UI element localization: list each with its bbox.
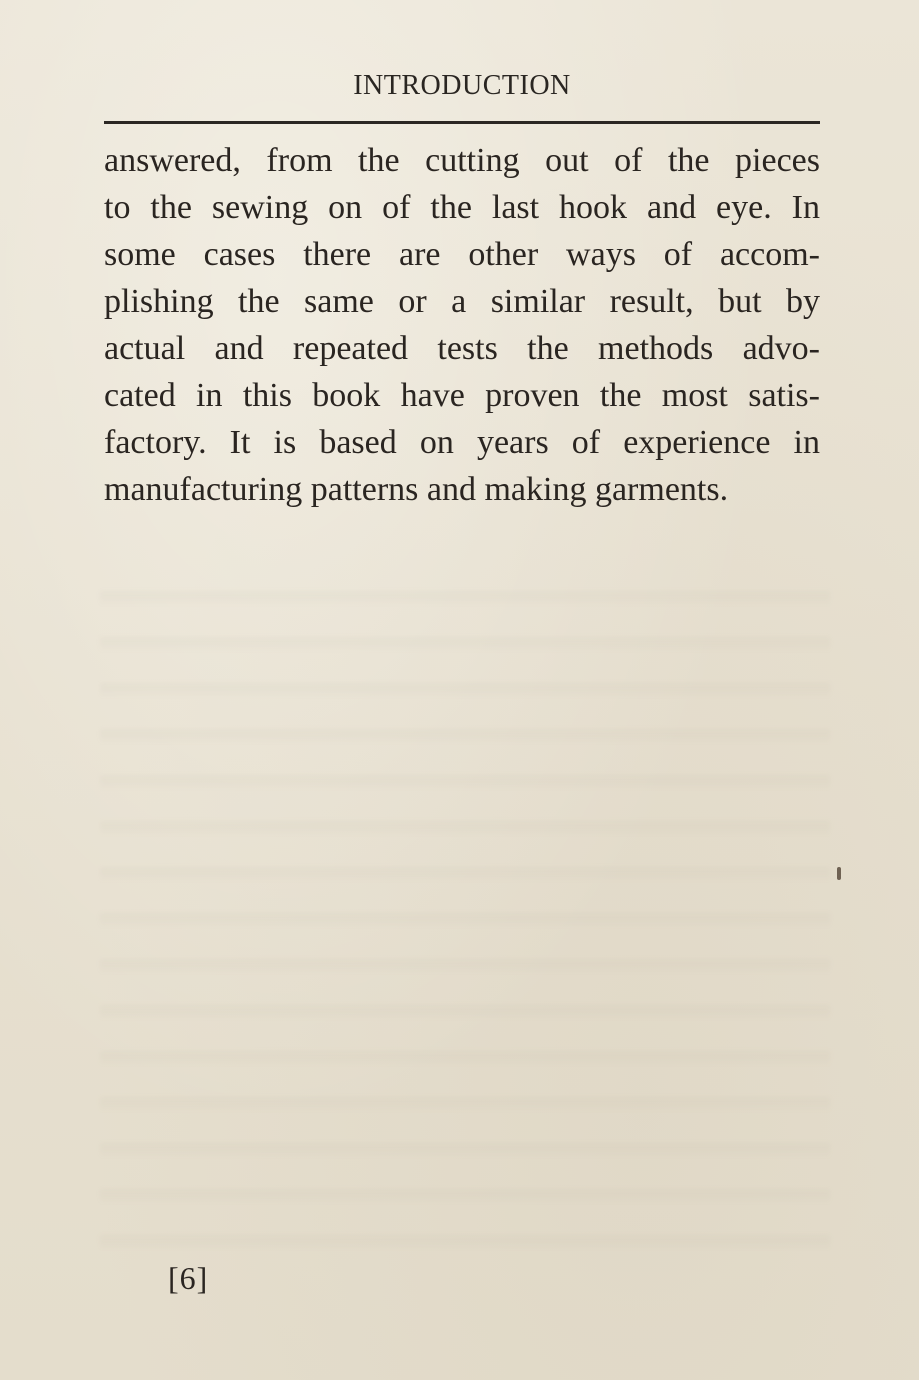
text-line: factory. It is based on years of experience in	[104, 424, 820, 461]
text-line: cated in this book have proven the most satis-	[104, 377, 820, 414]
text-line: actual and repeated tests the methods advo-	[104, 330, 820, 367]
page-number: [6]	[168, 1260, 209, 1296]
show-through-bleed	[100, 560, 830, 1260]
text-line: plishing the same or a similar result, but by	[104, 283, 820, 320]
body-paragraph	[104, 137, 820, 513]
paper-speck	[837, 867, 841, 880]
text-line: manufacturing patterns and making garments.	[104, 471, 729, 508]
running-head: INTRODUCTION	[353, 70, 571, 101]
header-rule	[104, 121, 820, 124]
text-line: answered, from the cutting out of the pieces	[104, 142, 820, 179]
text-line: some cases there are other ways of accom-	[104, 236, 820, 273]
text-line: to the sewing on of the last hook and eye. In	[104, 189, 820, 226]
